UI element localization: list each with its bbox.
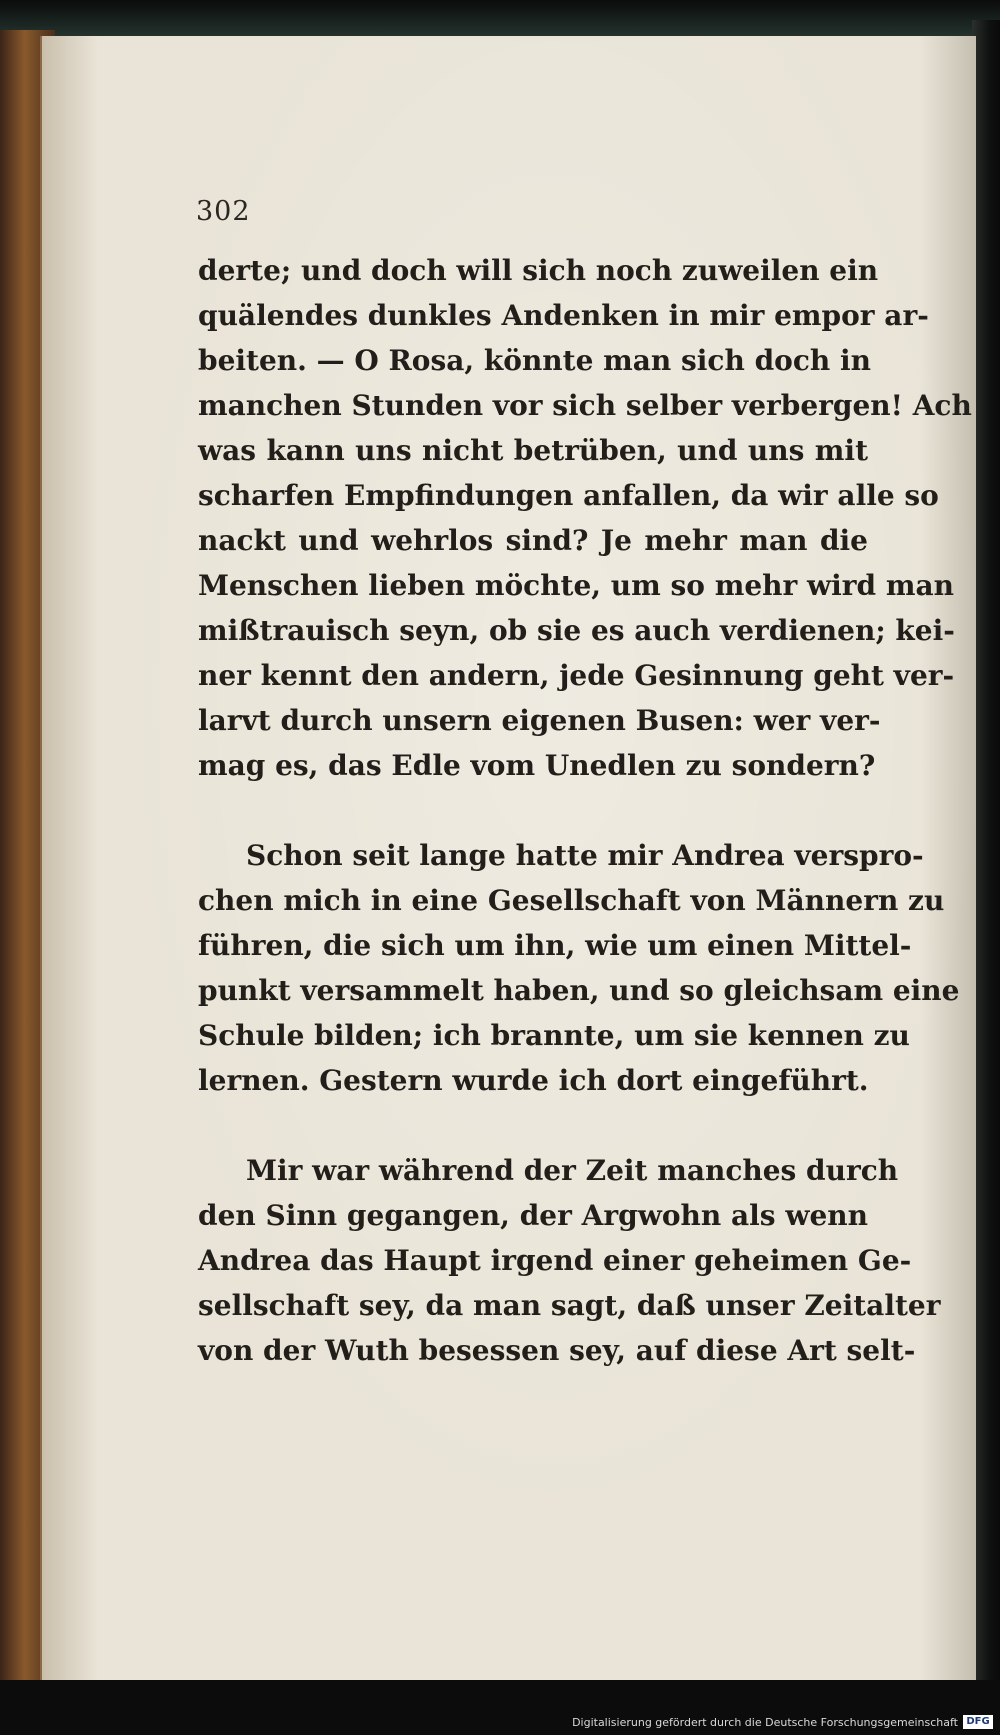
text-line: was kann uns nicht betrüben, und uns mit: [198, 434, 868, 467]
text-line: ner kennt den andern, jede Gesinnung geht ver-: [198, 659, 955, 692]
paragraph: [198, 1148, 941, 1373]
text-line: beiten. — O Rosa, könnte man sich doch in: [198, 344, 871, 377]
text-line: punkt versammelt haben, und so gleichsam eine: [198, 974, 960, 1007]
text-line: chen mich in eine Gesellschaft von Männern zu: [198, 884, 945, 917]
text-line: Schule bilden; ich brannte, um sie kennen zu: [198, 1019, 910, 1052]
paragraph: [198, 833, 960, 1103]
scan-background-top: [0, 0, 1000, 40]
text-line: mag es, das Edle vom Unedlen zu sondern?: [198, 749, 876, 782]
page-text: [198, 248, 972, 1373]
paragraph-gap: [198, 1103, 868, 1148]
text-line: manchen Stunden vor sich selber verbergen! Ach: [198, 389, 972, 422]
paragraph-gap: [198, 788, 868, 833]
text-line: Andrea das Haupt irgend einer geheimen Ge-: [198, 1244, 912, 1277]
page-number: 302: [196, 196, 251, 227]
text-line: larvt durch unsern eigenen Busen: wer ver-: [198, 704, 881, 737]
text-line: mißtrauisch seyn, ob sie es auch verdienen; kei-: [198, 614, 955, 647]
text-line: Menschen lieben möchte, um so mehr wird man: [198, 569, 954, 602]
text-line: quälendes dunkles Andenken in mir empor ar-: [198, 299, 929, 332]
text-line: von der Wuth besessen sey, auf diese Art selt-: [198, 1334, 916, 1367]
text-line: den Sinn gegangen, der Argwohn als wenn: [198, 1199, 868, 1232]
text-line: scharfen Empfindungen anfallen, da wir alle so: [198, 479, 939, 512]
text-line: sellschaft sey, da man sagt, daß unser Zeitalter: [198, 1289, 941, 1322]
text-line: nackt und wehrlos sind? Je mehr man die: [198, 524, 868, 557]
book-spine-edge: [972, 20, 1000, 1690]
text-line: Mir war während der Zeit manches durch: [246, 1154, 899, 1187]
dfg-logo: DFG: [963, 1715, 993, 1729]
paragraph: [198, 248, 972, 788]
text-line: Schon seit lange hatte mir Andrea verspro-: [246, 839, 924, 872]
text-line: lernen. Gestern wurde ich dort eingeführt.: [198, 1064, 869, 1097]
text-line: führen, die sich um ihn, wie um einen Mittel-: [198, 929, 912, 962]
digitization-credit: Digitalisierung gefördert durch die Deutsche Forschungsgemeinschaft: [572, 1716, 958, 1729]
text-line: derte; und doch will sich noch zuweilen ein: [198, 254, 879, 287]
